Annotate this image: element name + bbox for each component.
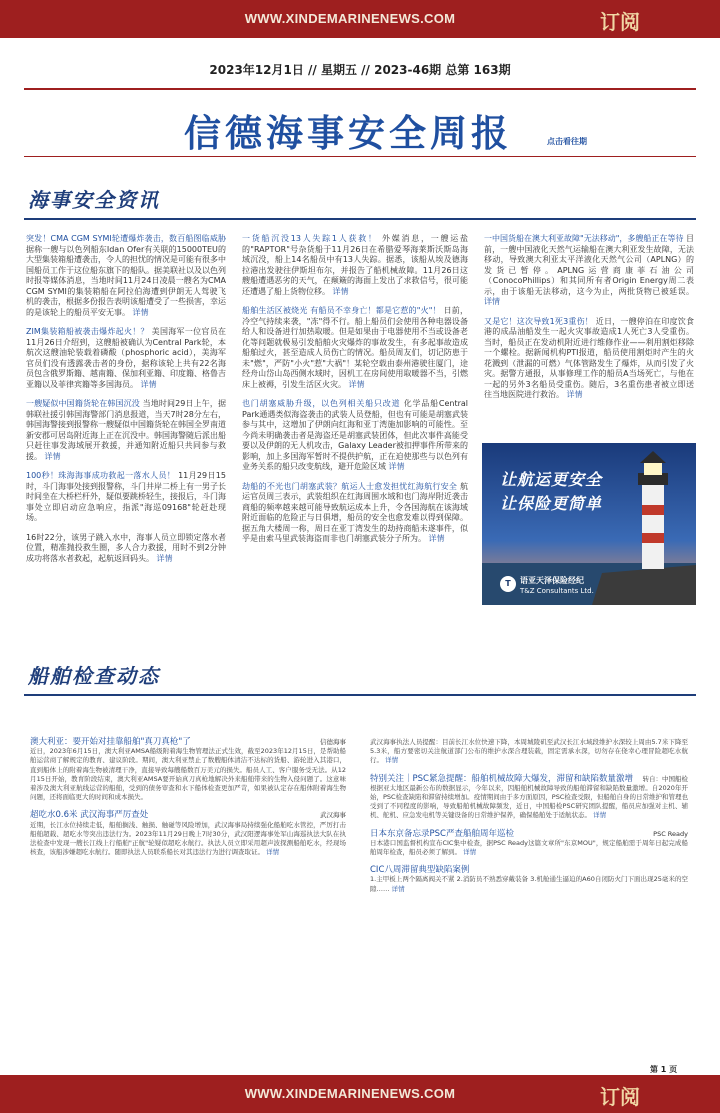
news-item — [242, 306, 468, 390]
site-url[interactable]: WWW.XINDEMARINENEWS.COM — [244, 1086, 456, 1101]
ad-headline-2: 让保险更简单 — [500, 494, 603, 513]
news-headline-link[interactable]: 日本东京备忘录PSC严查船舶周年巡检 — [370, 828, 514, 839]
inspection-column-2 — [370, 738, 688, 903]
past-issues-link[interactable]: 点击看往期 — [547, 137, 587, 146]
news-item — [26, 533, 226, 565]
news-headline-link[interactable]: 也门胡塞威胁升级，以色列相关船只改道 — [242, 399, 401, 408]
news-column-2 — [242, 234, 468, 554]
news-body: 近日，一艘停泊在印度饮食港的成品油船发生一起火灾事故造成1人死亡3人受重伤。当时，船员正在发动机附近进行维修作业——利用割炬移除一个螺栓。据新闻机构PTI报道，船员使用割炬时产生的火花溅到（泄漏的可燃）气体管路发生了爆炸，从而引发了火灾。据警方通报，从事修理工作的船员A当场死亡，与他在一起的另外3名船员受重伤。随后，3名重伤患者被立即送往当地医院进行救治。 — [484, 316, 694, 399]
news-column-1 — [26, 234, 226, 573]
section-divider — [24, 694, 696, 696]
divider — [24, 156, 696, 157]
news-body: 据称一艘与以色列船东Idan Ofer有关联的15000TEU的大型集装箱船遭袭击，令人的担忧的情况是可能有很多中国船员工作于这位船东旗下的船队。据美联社以及以色列时报等媒体消息，当地时间11月24日凌晨一艘名为CMA CGM SYMI的集装箱船在阿拉伯海遭到伊朗无人驾驶飞机的袭击，根据多份报告表明该船遭受了一些损害，幸运的是该轮上的船员平安无事。 — [26, 244, 226, 317]
news-body: 16时22分，该男子跳入水中，海事人员立即锁定落水者位置，精准抛投救生圈，多人合力救援，用时不到2分钟成功将落水者救起，起航返回码头。 — [26, 532, 226, 563]
bottom-banner — [0, 1075, 720, 1113]
insurance-advertisement[interactable] — [482, 443, 696, 605]
inspection-column-1 — [30, 738, 346, 866]
divider — [24, 88, 696, 90]
news-headline-link[interactable]: 澳大利亚：要开始对挂靠船舶"真刀真枪"了 — [30, 737, 191, 747]
news-item — [26, 234, 226, 318]
news-headline-link[interactable]: 一货船沉没13人失踪1人获救！ — [242, 234, 378, 243]
news-headline-link[interactable]: 突发！CMA CGM SYMI轮遭爆炸袭击，数百船图临威胁 — [26, 234, 226, 243]
read-more-link[interactable]: 详情 — [391, 884, 405, 893]
news-headline-link[interactable]: 100秒！珠海海事成功救起一落水人员！ — [26, 471, 176, 480]
subscribe-button[interactable]: 订阅 — [600, 1085, 640, 1109]
news-item — [26, 471, 226, 524]
read-more-link[interactable]: 详情 — [266, 848, 280, 857]
ad-company-name-en: T&Z Consultants Ltd. — [520, 587, 594, 595]
news-column-3 — [484, 234, 694, 410]
news-body: 日前，冷空气持续来袭，"冻"得不行。船上船员们会使用各种电器设备给人和设备进行加热取暖。但是如果由于电器使用不当或设备老化等问题就极易引发船舶火灾爆炸的事故发生，有多起事故造成船舶过火，甚至造成人员伤亡的情况。船员周友们，切记防患于未"燃"，严防"小火"惹"大祸"！某轮空载由泰州港驶往厦门，途经舟山岱山岛西侧水域时，因机工在房间使用取暖器不当，引燃床上被褥，引发生活区火灾。 — [242, 306, 468, 389]
page-number: 第 1 页 — [650, 1065, 678, 1074]
news-item — [242, 399, 468, 473]
news-source: 武汉海事 — [320, 811, 346, 820]
ad-company-name: 语亚天泽保险经纪 — [520, 576, 584, 585]
read-more-link[interactable]: 详情 — [428, 534, 445, 543]
news-item — [370, 738, 688, 766]
news-body: 日本港口国监督机构宣布CIC集中检查，据PSC Ready这篇文章所"东京MOU"，规定船舶需于周年日起完成船舶周年检查，船员必须了解到。 — [370, 838, 688, 857]
news-body: 当地时间29日上午，据韩联社援引韩国海警部门消息报道，当天7时28分左右，韩国海警接到报警称一艘疑似中国籍货轮在韩国全罗南道新安郡可居岛附近海上正在沉没中。韩国海警随后派出船只赶往事发海域展开救援，并通知附近船只共同参与救援。 — [26, 399, 226, 461]
news-item — [370, 830, 688, 858]
news-item — [484, 234, 694, 308]
section-divider — [24, 218, 696, 220]
read-more-link[interactable]: 详情 — [140, 379, 157, 389]
news-body: 目前，一艘中国液化天然气运输船在澳大利亚发生故障，无法移动，导致澳大利亚太平洋液化天然气公司（APLNG）的发货已暂停。APLNG运营商康菲石油公司（ConocoPhillips）和其同所有者Origin Energy周二表示，由于该船无法移动，这今为止，两批货物已被延误。 — [484, 234, 694, 296]
read-more-link[interactable]: 详情 — [132, 307, 149, 317]
news-source: 信德海事 — [320, 738, 346, 746]
news-item — [242, 482, 468, 545]
dateline: 2023年12月1日 // 星期五 // 2023-46期 总第 163期 — [209, 63, 511, 77]
top-banner — [0, 0, 720, 38]
news-headline-link[interactable]: ZIM集装箱船被袭击爆炸起火！？ — [26, 327, 149, 336]
section-title-ship-inspection: 船舶检查动态 — [28, 664, 160, 688]
news-body: 化学品船Central Park通遇类似海盗袭击的武装人员登船，但也有可能是胡塞武装参与其中，这增加了伊朗向红海和亚丁湾施加影响的可能性。至今尚未明确袭击者是海盗还是胡塞武装团体，但此次事件高能受要以及伊朗的无人机攻击，Galaxy Leader被扣押事件所带来的影响，加上多国海军暂时不提供护航，正在迫使那些与以色列有业务关系的船只改变航线，避开危险区域 — [242, 399, 469, 471]
news-item — [484, 317, 694, 401]
news-body: 11月29日15时，斗门海事处接到报警称，斗门井岸二桥上有一男子长时间坐在大桥栏杆外，疑似要跳桥轻生，接报后，斗门海事处立即启动应急响应，指派"海巡09168"轮赶赴现场。 — [26, 471, 226, 522]
news-headline-link[interactable]: 一艘疑似中国籍货轮在韩国沉没 — [26, 399, 140, 408]
section-title-safety-news: 海事安全资讯 — [28, 188, 160, 212]
ad-headline-1: 让航运更安全 — [500, 470, 603, 489]
news-headline-link[interactable]: 劫船的不光也门胡塞武装？航运人士愈发担忧红海航行安全 — [242, 481, 458, 491]
news-item — [370, 866, 688, 894]
news-item — [242, 234, 468, 297]
read-more-link[interactable]: 详情 — [44, 451, 61, 461]
news-headline-link[interactable]: CIC八周滞留典型缺陷案例 — [370, 865, 470, 876]
news-item — [30, 811, 346, 857]
news-body: 根据亚太地区最新公布的数据显示，今年以来，因船舶机械故障导致的船舶滞留和缺陷数量激增。自2020年开始，PSC检查缺陷和滞留持续增加。疫情期间由于多方面原因，PSC检查受限，但船舶自身的日常维护和管理也受到了不同程度的影响，导致船舶机械故障频发，近日，中国船检PSC研究团队提醒，船员应加强对主机、辅机、舵机、应急发电机等关键设备的日常维护保养，确保船舶处于适航状态。 — [370, 783, 688, 820]
read-more-link[interactable]: 详情 — [332, 286, 349, 296]
news-source: 转自：中国船检 — [642, 774, 688, 783]
news-headline-link[interactable]: 船舶生活区被烧光 有船员不幸身亡！都是它惹的"火"！ — [242, 306, 441, 315]
site-url[interactable]: WWW.XINDEMARINENEWS.COM — [244, 11, 456, 26]
news-headline-link[interactable]: 一中国货船在澳大利亚故障"无法移动"，多艘船正在等待 — [484, 234, 684, 243]
news-body: 近日，2023年6月15日，澳大利亚AMSA船级附着海生物管理法正式生效，截至2023年12月15日，是帮助船舶运营商了解规定的教育、建议阶段。期间，澳大利亚禁止了数艘船体清洁不达标的货船、游轮进入其港口，直到船体上的附着海生物被清理干净，直接导致每艘船数百万美元的损失。船员人工、客户服务受无法。从12月15日开始，教育阶段结束，澳大利亚AMSA要开始真刀真枪地解决外来船舶带来的生物入侵问题了。这意味着涉及澳大利亚航线运营的船舶，受到的债务审查和水下船体检查更加严苛，如果被认定存在船体附着海生物问题，还将面临更大的时间和成本损失。 — [30, 747, 346, 802]
read-more-link[interactable]: 详情 — [348, 379, 365, 389]
read-more-link[interactable]: 详情 — [566, 390, 583, 399]
news-item — [26, 327, 226, 390]
company-logo-icon: T — [500, 576, 516, 592]
news-item — [26, 399, 226, 462]
read-more-link[interactable]: 详情 — [156, 553, 173, 563]
news-headline-link[interactable]: 又是它！这次导致1死3重伤！ — [484, 316, 594, 326]
news-headline-link[interactable]: 超吃水0.6米 武汉海事严厉查处 — [30, 810, 149, 821]
subscribe-button[interactable]: 订阅 — [600, 10, 640, 34]
news-body: 外媒消息，一艘运盐的"RAPTOR"号杂货船于11月26日在希腊爱琴海莱斯沃斯岛海域沉没，船上14名船员中有13人失踪。据悉，该船从埃及德海拉港出发驶往伊斯坦布尔，并报告了船机械故障。11月26日这艘船遭遇恶劣的天气，在颠簸的海面上发出了求救信号，很可能还遭遇了船上货物位移。 — [242, 234, 469, 296]
read-more-link[interactable]: 详情 — [463, 848, 477, 857]
read-more-link[interactable]: 详情 — [484, 297, 500, 306]
news-item — [30, 738, 346, 802]
news-body: 近期，长江水位持续走低，船舶搁浅、触损、触碰等风险增加，武汉海事局持续强化船舶吃水管控，严厉打击船舶超载、超吃水等突出违法行为。2023年11月29日晚上7时30分，武汉阳逻海事处军山海巡执法大队在执法检查中发现一艘长江线上行船舶"正航"轮疑似超吃水航行。执法人员立即采用超声波探测船舶吃水，经现场核查，该船涉嫌超吃水航行。随即执法人员联系船长对其违法行为进行调查取证。 — [30, 820, 346, 857]
news-body: 美国海军一位官员在11月26日介绍到，这艘船被确认为Central Park轮，本航次这艘油轮装载着磷酸（phosphoric acid），美海军官员们没有透露袭击者的身份，据称该轮上共有22名海员包含俄罗斯籍、越南籍、保加利亚籍、印度籍、格鲁吉亚籍以及菲律宾籍等多国海员。 — [26, 327, 227, 389]
masthead-title: 信德海事安全周报 — [184, 112, 512, 155]
read-more-link[interactable]: 详情 — [388, 462, 405, 471]
news-item — [370, 775, 688, 821]
read-more-link[interactable]: 详情 — [385, 756, 399, 765]
news-body: 1.主甲板上两个隔离阀关不紧 2.消防员不熟悉穿戴装备 3.机舱通生逼迫的A60自闭防火门下面出现25毫米的空隙…… — [370, 875, 688, 893]
news-body: 武汉海事执法人员提醒：目前长江水位快速下降，本周城陵矶至武汉长江水域段维护水深较上周由5.7米下降至5.3米，船方要密切关注航道部门公布的维护水深合理装载，固定需承水深，切勿存在侥幸心理冒险超吃水航行。 — [370, 738, 688, 765]
news-source: PSC Ready — [653, 829, 688, 838]
news-headline-link[interactable]: 特别关注｜PSC紧急提醒：船舶机械故障大爆发，滞留和缺陷数量激增 — [370, 773, 633, 784]
read-more-link[interactable]: 详情 — [593, 811, 607, 820]
news-body: 航运官员周三表示，武装组织在红海周围水域和也门海岸附近袭击商船的频率越来越可能导致航运成本上升，令各国海航在该海域附近面临的危险正与日俱增，船员的安全也愈发难以得到保障。据五角大楼周一称，周日在亚丁湾发生的劫持商船未遂事件，似乎是由索马里武装海盗而非也门胡塞武装分子所为。 — [242, 481, 469, 543]
